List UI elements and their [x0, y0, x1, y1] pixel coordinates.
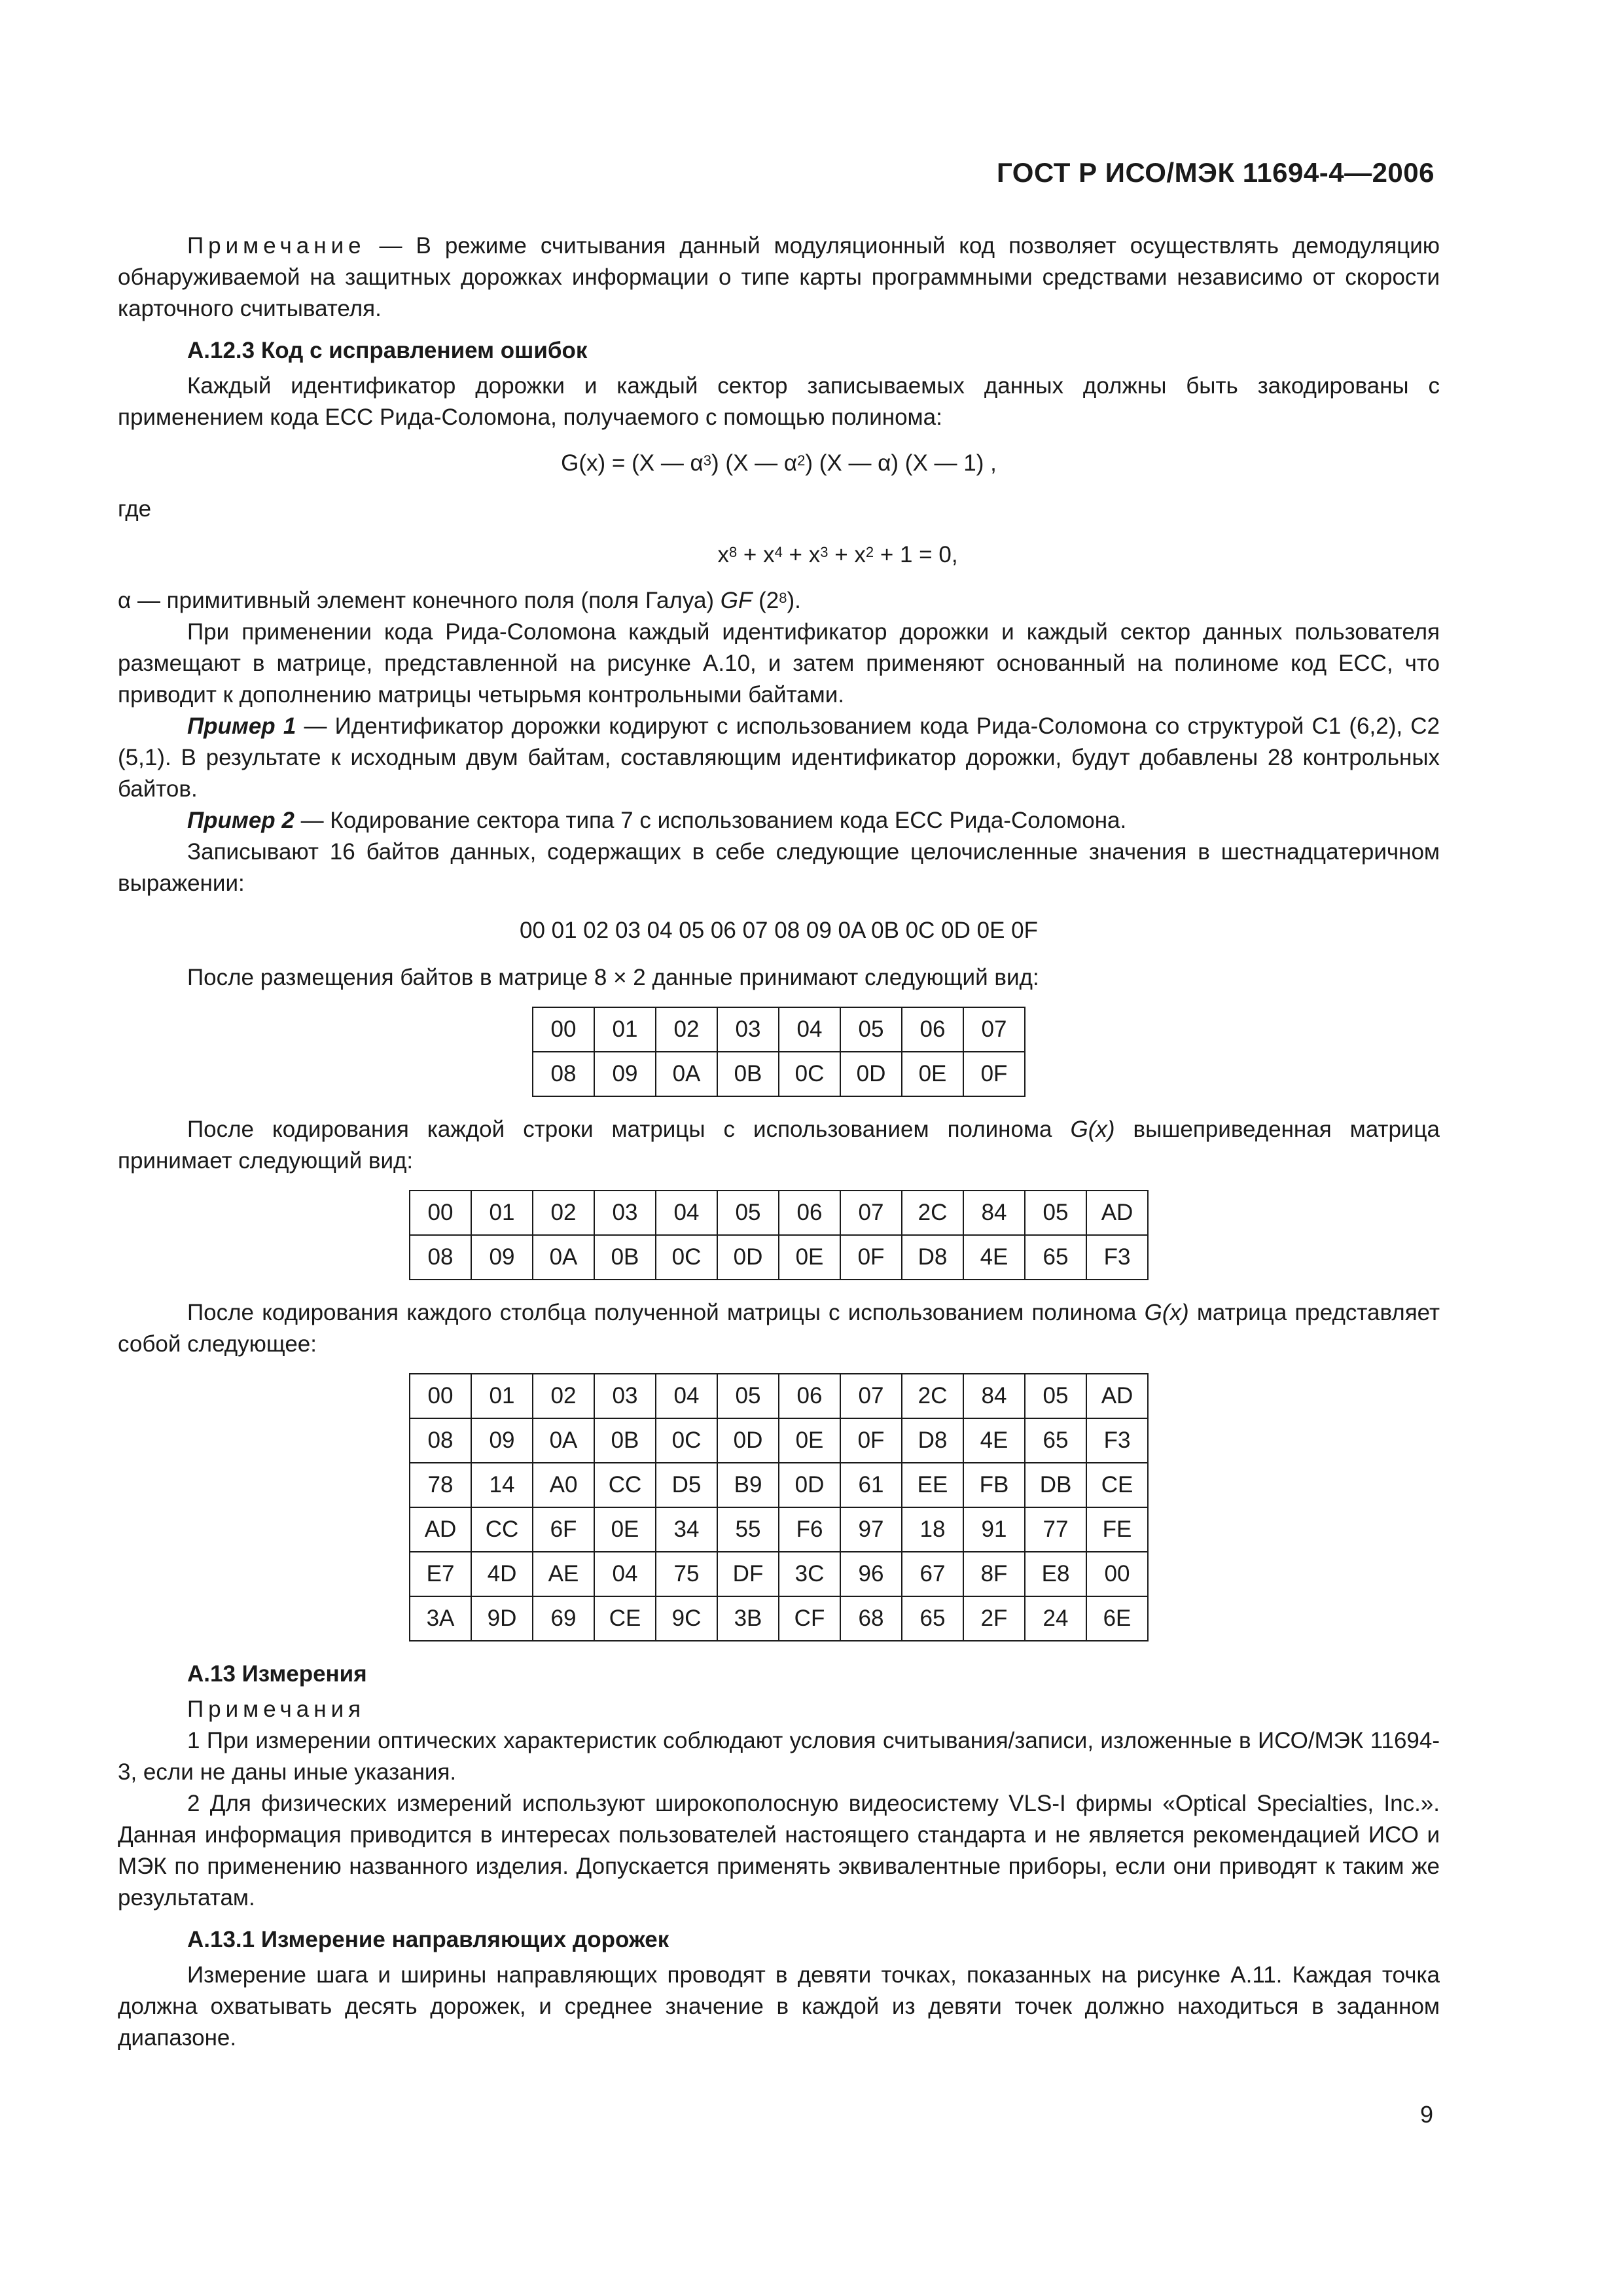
table-cell: 75 [656, 1552, 717, 1596]
example-1-label: Пример 1 [187, 713, 296, 739]
table-row [410, 1374, 1148, 1418]
table-cell: CC [471, 1507, 533, 1552]
table-cell: 0E [594, 1507, 656, 1552]
table-cell: 0E [779, 1235, 840, 1280]
table-row [533, 1007, 1025, 1052]
table-cell: 04 [656, 1374, 717, 1418]
note-label: Примечание [187, 233, 366, 259]
table-row [410, 1507, 1148, 1552]
table-cell: 05 [717, 1374, 779, 1418]
table-cell: DF [717, 1552, 779, 1596]
note-text: — В режиме считывания данный модуляционный код позволяет осуществлять демодуляцию обнаруживаемой на защитных дорожках информации о типе карты программными средствами независимо от скорости карточного считывателя. [118, 233, 1440, 321]
table-cell: 65 [902, 1596, 963, 1641]
table-cell: 0D [717, 1235, 779, 1280]
alpha-definition: α — примитивный элемент конечного поля (поля Галуа) GF $(2^8)$. [118, 588, 801, 613]
table-cell: 0F [840, 1418, 902, 1463]
table-cell: E7 [410, 1552, 471, 1596]
paragraph: Каждый идентификатор дорожки и каждый сектор записываемых данных должны быть закодированы с применением кода ECC Рида-Соломона, получаемого с помощью полинома: [118, 373, 1440, 430]
paragraph: После кодирования каждого столбца полученной матрицы с использованием полинома G(x) матрица представляет собой следующее: [118, 1300, 1440, 1357]
table-cell: FB [963, 1463, 1025, 1507]
section-heading-a12-3: А.12.3 Код с исправлением ошибок [187, 338, 588, 363]
table-cell: CC [594, 1463, 656, 1507]
field-equation: $x^8 + x^4 + x^3 + x^2 + 1 = 0$, [717, 542, 958, 567]
table-row [410, 1235, 1148, 1280]
table-cell: 00 [410, 1374, 471, 1418]
table-cell: 04 [656, 1191, 717, 1235]
table-cell: 0E [779, 1418, 840, 1463]
table-cell: D5 [656, 1463, 717, 1507]
table-cell: 0B [594, 1418, 656, 1463]
table-cell: 0F [963, 1052, 1025, 1096]
matrix-8x2-table [532, 1007, 1026, 1097]
example-2-label: Пример 2 [187, 808, 294, 833]
table-cell: 0C [656, 1235, 717, 1280]
table-cell: 06 [779, 1191, 840, 1235]
example-1 [118, 711, 1440, 805]
table-cell: AD [1086, 1374, 1148, 1418]
section-heading-a13: А.13 Измерения [187, 1661, 367, 1687]
paragraph: После размещения байтов в матрице 8 × 2 данные принимают следующий вид: [187, 965, 1039, 990]
table-row [533, 1052, 1025, 1096]
table-cell: 08 [410, 1418, 471, 1463]
table-cell: 0D [717, 1418, 779, 1463]
table-cell: 18 [902, 1507, 963, 1552]
note-paragraph [118, 230, 1440, 325]
table-cell: 0C [779, 1052, 840, 1096]
table-cell: 0D [840, 1052, 902, 1096]
table-cell: 0A [656, 1052, 717, 1096]
page-content [118, 230, 1440, 2054]
table-cell: 61 [840, 1463, 902, 1507]
paragraph: Записывают 16 байтов данных, содержащих в себе следующие целочисленные значения в шестнадцатеричном выражении: [118, 839, 1440, 896]
hex-values-line: 00 01 02 03 04 05 06 07 08 09 0A 0B 0C 0D 0E 0F [520, 918, 1038, 943]
table-cell: 84 [963, 1191, 1025, 1235]
table-cell: 4E [963, 1235, 1025, 1280]
polynomial-formula: G(x) = (X — $\alpha^3$) (X — $\alpha^2$) (X — α) (X — 1) , [561, 450, 997, 476]
table-cell: 0D [779, 1463, 840, 1507]
paragraph: При применении кода Рида-Соломона каждый идентификатор дорожки и каждый сектор данных пользователя размещают в матрице, представленной на рисунке А.10, и затем применяют основанный на полиноме код ECC, что приводит к дополнению матрицы четырьмя контрольными байтами. [118, 619, 1440, 708]
example-2 [118, 805, 1440, 836]
table-cell: AE [533, 1552, 594, 1596]
table-cell: 6E [1086, 1596, 1148, 1641]
table-cell: 01 [594, 1007, 656, 1052]
table-row [410, 1596, 1148, 1641]
table-cell: EE [902, 1463, 963, 1507]
table-cell: 3B [717, 1596, 779, 1641]
table-cell: 03 [594, 1191, 656, 1235]
table-cell: 0F [840, 1235, 902, 1280]
paragraph: После кодирования каждой строки матрицы с использованием полинома G(x) вышеприведенная матрица принимает следующий вид: [118, 1117, 1440, 1174]
where-label: где [118, 496, 152, 522]
table-cell: 06 [779, 1374, 840, 1418]
row-encoded-matrix-table [409, 1190, 1149, 1280]
paragraph: Измерение шага и ширины направляющих проводят в девяти точках, показанных на рисунке А.11. Каждая точка должна охватывать десять дорожек, и среднее значение в каждой из девяти точек должно находиться в заданном диапазоне. [118, 1962, 1440, 2051]
table-cell: A0 [533, 1463, 594, 1507]
table-cell: 0E [902, 1052, 963, 1096]
table-cell: DB [1025, 1463, 1086, 1507]
table-cell: 68 [840, 1596, 902, 1641]
table-cell: 0B [717, 1052, 779, 1096]
table-cell: AD [410, 1507, 471, 1552]
table-cell: 14 [471, 1463, 533, 1507]
table-cell: D8 [902, 1418, 963, 1463]
table-cell: 8F [963, 1552, 1025, 1596]
table-cell: 05 [717, 1191, 779, 1235]
table-cell: 2C [902, 1191, 963, 1235]
table-cell: F3 [1086, 1418, 1148, 1463]
table-cell: CE [1086, 1463, 1148, 1507]
table-cell: 02 [533, 1374, 594, 1418]
table-cell: 84 [963, 1374, 1025, 1418]
table-cell: 07 [840, 1191, 902, 1235]
table-cell: 05 [1025, 1191, 1086, 1235]
table-cell: F3 [1086, 1235, 1148, 1280]
table-cell: 04 [779, 1007, 840, 1052]
table-cell: 03 [594, 1374, 656, 1418]
table-cell: 02 [656, 1007, 717, 1052]
table-cell: 4E [963, 1418, 1025, 1463]
table-cell: 04 [594, 1552, 656, 1596]
table-row [410, 1552, 1148, 1596]
table-cell: 69 [533, 1596, 594, 1641]
table-cell: 9C [656, 1596, 717, 1641]
table-cell: 0B [594, 1235, 656, 1280]
table-cell: 55 [717, 1507, 779, 1552]
table-cell: D8 [902, 1235, 963, 1280]
table-row [410, 1418, 1148, 1463]
section-heading-a13-1: А.13.1 Измерение направляющих дорожек [187, 1927, 669, 1952]
example-2-text: — Кодирование сектора типа 7 с использованием кода ECC Рида-Соломона. [294, 808, 1127, 833]
column-encoded-matrix-table [409, 1373, 1149, 1641]
note-item-1: 1 При измерении оптических характеристик соблюдают условия считывания/записи, изложенные в ИСО/МЭК 11694-3, если не даны иные указания. [118, 1728, 1440, 1785]
table-cell: AD [1086, 1191, 1148, 1235]
table-cell: 34 [656, 1507, 717, 1552]
table-cell: 02 [533, 1191, 594, 1235]
table-cell: 2F [963, 1596, 1025, 1641]
table-cell: CF [779, 1596, 840, 1641]
table-cell: 24 [1025, 1596, 1086, 1641]
table-cell: 9D [471, 1596, 533, 1641]
table-cell: 2C [902, 1374, 963, 1418]
table-cell: 07 [963, 1007, 1025, 1052]
table-cell: 77 [1025, 1507, 1086, 1552]
table-cell: 08 [533, 1052, 594, 1096]
table-cell: 05 [840, 1007, 902, 1052]
table-cell: 97 [840, 1507, 902, 1552]
table-cell: 3A [410, 1596, 471, 1641]
table-cell: 09 [471, 1235, 533, 1280]
table-cell: 3C [779, 1552, 840, 1596]
page-number: 9 [1419, 2101, 1433, 2128]
document-standard-id: ГОСТ Р ИСО/МЭК 11694-4—2006 [997, 157, 1435, 188]
table-cell: 67 [902, 1552, 963, 1596]
table-cell: 07 [840, 1374, 902, 1418]
table-cell: E8 [1025, 1552, 1086, 1596]
table-cell: 91 [963, 1507, 1025, 1552]
table-cell: CE [594, 1596, 656, 1641]
table-row [410, 1191, 1148, 1235]
table-cell: FE [1086, 1507, 1148, 1552]
table-cell: 65 [1025, 1235, 1086, 1280]
table-cell: 09 [594, 1052, 656, 1096]
table-cell: F6 [779, 1507, 840, 1552]
table-cell: 65 [1025, 1418, 1086, 1463]
table-cell: 01 [471, 1191, 533, 1235]
table-cell: 05 [1025, 1374, 1086, 1418]
table-cell: 06 [902, 1007, 963, 1052]
table-cell: 78 [410, 1463, 471, 1507]
table-cell: 08 [410, 1235, 471, 1280]
table-row [410, 1463, 1148, 1507]
table-cell: 0C [656, 1418, 717, 1463]
table-cell: 6F [533, 1507, 594, 1552]
table-cell: 03 [717, 1007, 779, 1052]
table-cell: 96 [840, 1552, 902, 1596]
table-cell: 01 [471, 1374, 533, 1418]
table-cell: 00 [1086, 1552, 1148, 1596]
table-cell: 00 [533, 1007, 594, 1052]
table-cell: B9 [717, 1463, 779, 1507]
example-1-text: — Идентификатор дорожки кодируют с использованием кода Рида-Соломона со структурой С1 (6,2), С2 (5,1). В результате к исходным двум байтам, составляющим идентификатор дорожки, будут добавлены 28 контрольных байтов. [118, 713, 1440, 802]
table-cell: 0A [533, 1418, 594, 1463]
table-cell: 00 [410, 1191, 471, 1235]
notes-label: Примечания [187, 1696, 366, 1722]
table-cell: 0A [533, 1235, 594, 1280]
table-cell: 09 [471, 1418, 533, 1463]
table-cell: 4D [471, 1552, 533, 1596]
note-item-2: 2 Для физических измерений используют широкополосную видеосистему VLS-I фирмы «Optical Specialties, Inc.». Данная информация приводится в интересах пользователей настоящего стандарта и не является рекомендацией ИСО и МЭК по применению названного изделия. Допускается применять эквивалентные приборы, если они приводят к таким же результатам. [118, 1791, 1440, 1910]
